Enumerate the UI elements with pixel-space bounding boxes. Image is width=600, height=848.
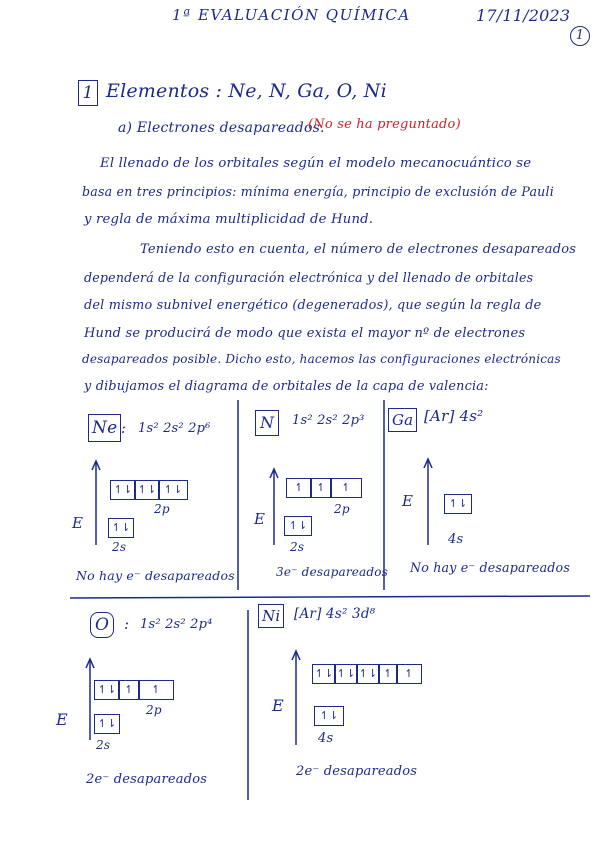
ne-result: No hay e⁻ desapareados <box>76 568 235 583</box>
exam-title: 1ª EVALUACIÓN QUÍMICA <box>172 6 411 24</box>
n-2p-orbital-1: ↿ <box>286 478 312 498</box>
n-2p-orbital-2: ↿ <box>310 478 332 498</box>
ni-3d-orbital-4: ↿ <box>378 664 398 684</box>
ne-2s-orbital: ↿⇂ <box>108 518 134 538</box>
ga-4s-label: 4s <box>448 532 464 547</box>
paragraph2-line5: desapareados posible. Dicho esto, hacemos las configuraciones electrónicas <box>82 352 561 366</box>
ne-2p-orbital-1: ↿⇂ <box>110 480 136 500</box>
ne-2p-orbital-2: ↿⇂ <box>134 480 160 500</box>
ne-energy-label: E <box>72 514 84 532</box>
o-2p-label: 2p <box>146 703 162 717</box>
paragraph1-line1: El llenado de los orbitales según el modelo mecanocuántico se <box>100 156 532 171</box>
ne-2p-label: 2p <box>154 502 170 516</box>
paragraph1-line2: basa en tres principios: mínima energía, principio de exclusión de Pauli <box>82 184 554 199</box>
ga-config: [Ar] 4s² <box>424 407 484 425</box>
ne-2p-orbital-3: ↿⇂ <box>158 480 188 500</box>
n-2s-label: 2s <box>290 540 305 554</box>
ne-config: 1s² 2s² 2p⁶ <box>138 421 211 436</box>
ne-2s-label: 2s <box>112 540 127 554</box>
ga-symbol-box: Ga <box>388 408 417 432</box>
exam-date: 17/11/2023 <box>476 6 571 25</box>
part-a-label: a) Electrones desapareados. <box>118 120 325 136</box>
ga-energy-label: E <box>402 492 414 510</box>
section-number-box: 1 <box>78 80 98 106</box>
paragraph1-line3: y regla de máxima multiplicidad de Hund. <box>84 212 374 227</box>
section-title: Elementos : Ne, N, Ga, O, Ni <box>106 80 387 102</box>
paragraph2-line2: dependerá de la configuración electrónica y del llenado de orbitales <box>84 270 534 285</box>
ni-energy-label: E <box>272 696 284 715</box>
n-energy-label: E <box>254 510 266 528</box>
paragraph2-line3: del mismo subnivel energético (degenerados), que según la regla de <box>84 298 542 313</box>
o-energy-label: E <box>56 710 68 729</box>
ni-3d-orbital-5: ↿ <box>396 664 422 684</box>
ni-result: 2e⁻ desapareados <box>296 764 418 779</box>
ne-config-sep: : <box>121 419 127 437</box>
paragraph2-line6: y dibujamos el diagrama de orbitales de la capa de valencia: <box>84 379 489 394</box>
o-config: 1s² 2s² 2p⁴ <box>140 617 213 632</box>
o-2p-orbital-1: ↿⇂ <box>94 680 120 700</box>
paragraph2-line4: Hund se producirá de modo que exista el mayor nº de electrones <box>84 326 526 341</box>
ga-4s-orbital: ↿⇂ <box>444 494 472 514</box>
ni-3d-orbital-2: ↿⇂ <box>334 664 358 684</box>
ga-result: No hay e⁻ desapareados <box>410 560 570 575</box>
o-2s-orbital: ↿⇂ <box>94 714 120 734</box>
ni-symbol-box: Ni <box>258 604 284 628</box>
page-number: 1 <box>570 26 590 46</box>
n-symbol-box: N <box>255 410 279 436</box>
ni-3d-orbital-3: ↿⇂ <box>356 664 380 684</box>
n-2p-orbital-3: ↿ <box>330 478 362 498</box>
ni-3d-orbital-1: ↿⇂ <box>312 664 336 684</box>
paragraph2-line1: Teniendo esto en cuenta, el número de electrones desapareados <box>140 242 577 257</box>
ne-symbol-box: Ne <box>88 414 121 442</box>
ni-4s-orbital: ↿⇂ <box>314 706 344 726</box>
o-symbol-box: O <box>90 612 114 638</box>
ni-config: [Ar] 4s² 3d⁸ <box>294 606 376 622</box>
n-2p-label: 2p <box>334 502 350 516</box>
o-2s-label: 2s <box>96 738 111 752</box>
o-2p-orbital-2: ↿ <box>118 680 140 700</box>
o-result: 2e⁻ desapareados <box>86 772 208 787</box>
o-2p-orbital-3: ↿ <box>138 680 174 700</box>
ni-4s-label: 4s <box>318 731 334 746</box>
o-config-sep: : <box>124 615 130 633</box>
n-result: 3e⁻ desapareados <box>276 565 389 579</box>
part-a-note: (No se ha preguntado) <box>308 117 461 132</box>
n-config: 1s² 2s² 2p³ <box>292 413 365 428</box>
n-2s-orbital: ↿⇂ <box>284 516 312 536</box>
